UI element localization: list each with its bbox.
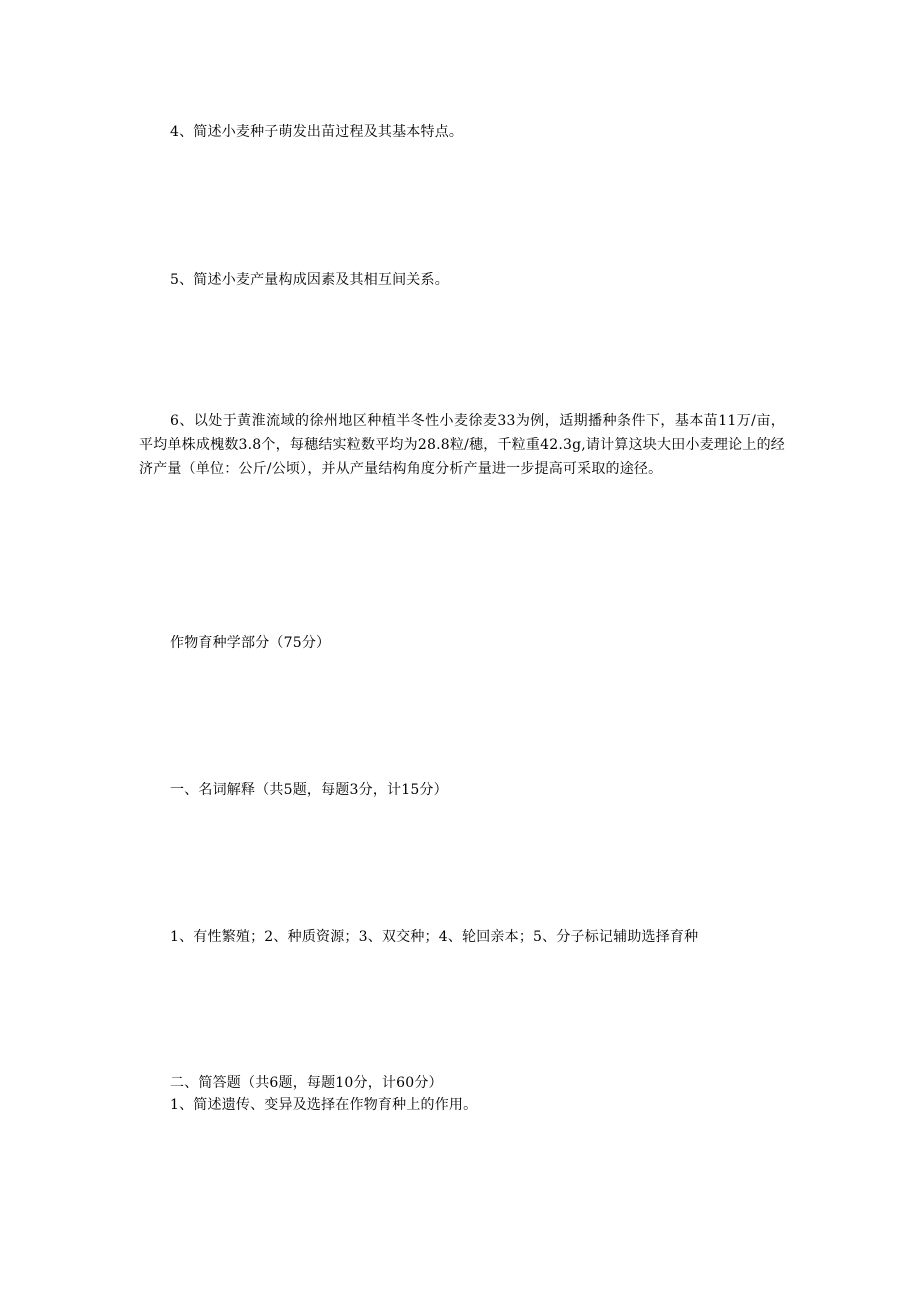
question-4: 4、简述小麦种子萌发出苗过程及其基本特点。: [170, 124, 464, 140]
question-5: 5、简述小麦产量构成因素及其相互间关系。: [170, 272, 449, 288]
short-answer-question-1: 1、简述遗传、变异及选择在作物育种上的作用。: [170, 1097, 478, 1113]
terms-list: 1、有性繁殖；2、种质资源；3、双交种；4、轮回亲本；5、分子标记辅助选择育种: [170, 929, 699, 945]
question-6: 6、以处于黄淮流域的徐州地区种植半冬性小麦徐麦33为例，适期播种条件下，基本苗11万/亩，平均单株成槐数3.8个，每穗结实粒数平均为28.8粒/穗，千粒重42.3g,请计算这块大田小麦理论上的经济产量（单位：公斤/公顷），并从产量结构角度分析产量进一步提高可采取的途径。: [139, 413, 785, 477]
section-title-crop-breeding: 作物育种学部分（75分）: [170, 635, 331, 651]
terms-heading: 一、名词解释（共5题，每题3分，计15分）: [170, 782, 448, 798]
short-answer-heading: 二、简答题（共6题，每题10分，计60分）: [170, 1075, 443, 1091]
